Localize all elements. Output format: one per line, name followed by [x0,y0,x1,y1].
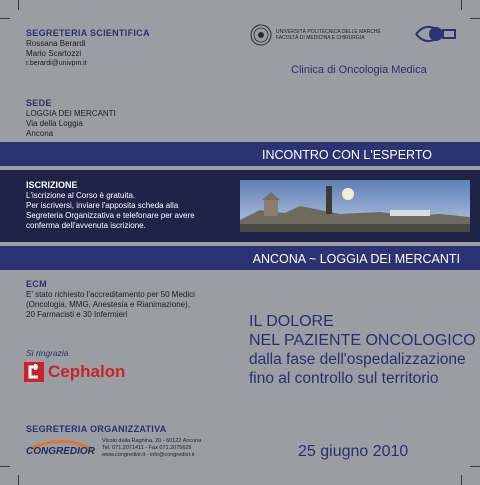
band-top-text: INCONTRO CON L'ESPERTO [261,148,432,162]
event-date: 25 giugno 2010 [298,443,409,460]
oncology-logo-icon [414,24,458,44]
ecm-line-3: 20 Farmacisti e 30 Infermieri [26,310,128,319]
congredior-logo [26,438,96,464]
iscrizione-line-3: Segreteria Organizzativa e telefonare per avere [26,211,195,220]
iscrizione-line-1: L'iscrizione al Corso è gratuita. [26,191,136,200]
congredior-name: CONGREDIOR [26,446,95,457]
segreteria-organizzativa-title: SEGRETERIA ORGANIZZATIVA [26,424,167,434]
crop-mark [18,0,19,10]
segreteria-scientifica [26,28,150,69]
crop-mark [0,18,10,19]
cephalon-mark-icon [24,362,44,382]
si-ringrazia: Si ringrazia [26,348,69,358]
sede-line-2: Via della Loggia [26,119,83,128]
sede [26,98,116,139]
cephalon-name: Cephalon [48,362,126,381]
ecm-title: ECM [26,279,47,289]
sede-title: SEDE [26,98,52,108]
university-seal-icon [250,24,272,46]
title-line-1: IL DOLORE [249,313,334,330]
ecm-line-1: E' stato richiesto l'accreditamento per 50 Medici [26,290,195,299]
iscrizione [26,180,195,231]
address-line-2: Tel. 071.2071411 - Fax 071.2075629 [102,445,192,451]
crop-mark [461,475,462,485]
main-title [249,312,476,388]
title-line-4: fino al controllo sul territorio [249,370,439,387]
clinic-name: Clinica di Oncologia Medica [291,64,427,76]
name-berardi: Rossana Berardi [26,39,86,48]
university-logo [250,24,381,46]
ecm [26,279,195,320]
band-bottom [0,246,480,270]
address-line-3: www.congredior.it - info@congredior.it [102,452,195,458]
iscrizione-line-2: Per iscriversi, inviare l'apposita scheda alla [26,201,179,210]
ecm-line-2: (Oncologia, MMG, Anestesia e Rianimazione), [26,300,191,309]
faculty-name: FACOLTÀ DI MEDICINA E CHIRURGIA [276,35,365,41]
band-bottom-text: ANCONA ~ LOGGIA DEI MERCANTI [252,252,460,266]
iscrizione-line-4: conferma dell'avvenuta iscrizione. [26,221,146,230]
oncology-logo [414,24,458,44]
crop-mark [461,0,462,10]
university-name: UNIVERSITÀ POLITECNICA DELLE MARCHE [276,28,381,35]
segreteria-scientifica-title: SEGRETERIA SCIENTIFICA [26,28,150,38]
title-line-3: dalla fase dell'ospedalizzazione [249,351,466,368]
title-line-2: NEL PAZIENTE ONCOLOGICO [249,332,476,349]
crop-mark [470,466,480,467]
sede-line-3: Ancona [26,129,54,138]
iscrizione-panel [0,170,480,242]
crop-mark [0,466,10,467]
name-scartozzi: Mario Scartozzi [26,49,82,58]
cephalon-logo [24,362,125,382]
band-top [0,142,480,166]
iscrizione-title: ISCRIZIONE [26,180,78,190]
ancona-panorama-image [240,180,470,232]
crop-mark [18,475,19,485]
email: r.berardi@univpm.it [26,60,87,67]
crop-mark [470,18,480,19]
congredior-address [102,438,201,459]
address-line-1: Vicolo della Ragnina, 20 - 60122 Ancona [102,438,202,444]
sede-line-1: LOGGIA DEI MERCANTI [26,109,116,118]
